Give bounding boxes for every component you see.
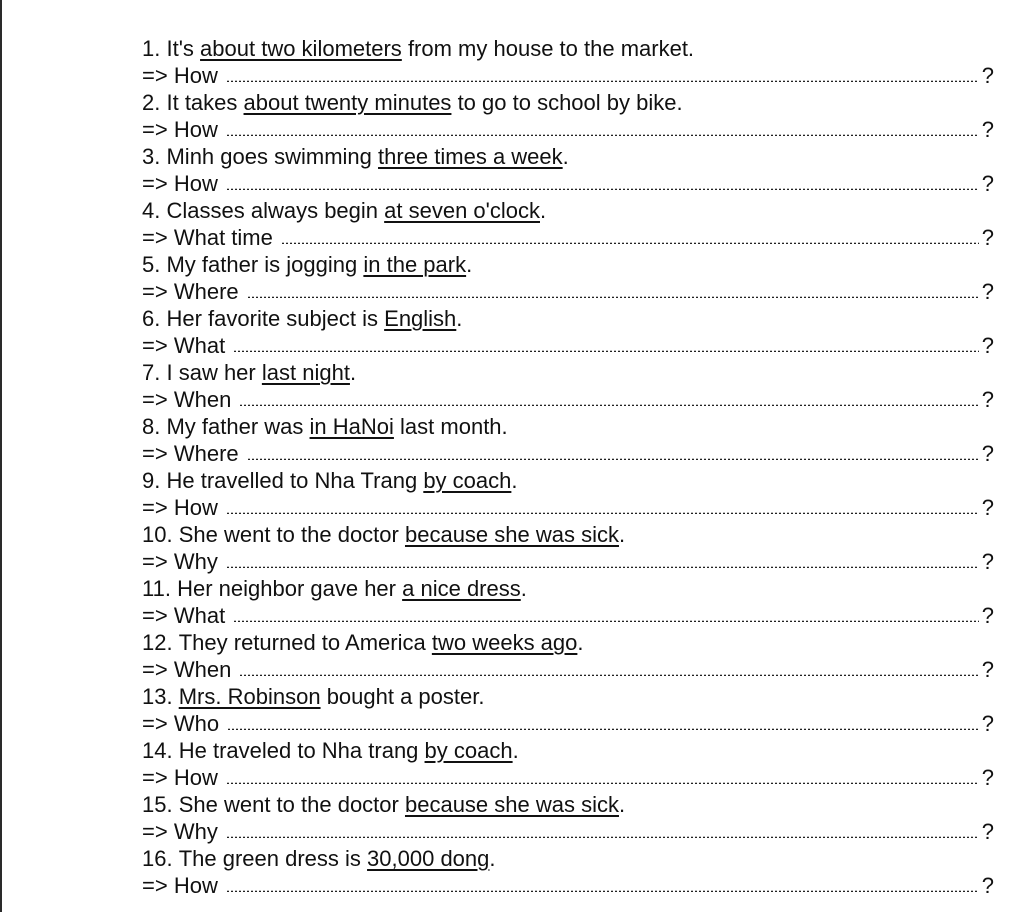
- sentence-text-end: .: [618, 522, 626, 547]
- question-word: What: [173, 603, 226, 628]
- sentence-text: Classes always begin: [166, 198, 379, 223]
- question-word: Where: [173, 279, 239, 304]
- question-word: How: [173, 63, 218, 88]
- question-word: What: [173, 333, 226, 358]
- sentence-text: They returned to America: [178, 630, 426, 655]
- answer-arrow: =>: [142, 279, 168, 304]
- answer-arrow: =>: [142, 711, 168, 736]
- question-word: How: [173, 765, 218, 790]
- question-mark: ?: [981, 711, 994, 736]
- answer-arrow: =>: [142, 819, 168, 844]
- answer-arrow: =>: [142, 549, 168, 574]
- sentence-text-end: .: [618, 792, 626, 817]
- underlined-phrase: by coach: [424, 738, 513, 763]
- answer-lead: [142, 170, 218, 197]
- item-number: 11.: [142, 576, 171, 601]
- answer-line: [142, 656, 994, 683]
- question-mark: ?: [981, 819, 994, 844]
- exercise-sentence: [142, 35, 1002, 62]
- dotted-answer-blank[interactable]: [233, 620, 979, 622]
- question-word: When: [173, 387, 232, 412]
- answer-lead: [142, 224, 273, 251]
- underlined-phrase: two weeks ago: [431, 630, 578, 655]
- exercise-sentence: [142, 251, 1002, 278]
- question-mark: ?: [981, 279, 994, 304]
- answer-line: [142, 872, 994, 899]
- exercise-sentence: [142, 737, 1002, 764]
- underlined-phrase: last night: [261, 360, 350, 385]
- exercise-sentence: [142, 521, 1002, 548]
- exercise-sentence: [142, 683, 1002, 710]
- sentence-text: Minh goes swimming: [166, 144, 372, 169]
- exercise-item: [142, 575, 1002, 629]
- answer-lead: [142, 818, 218, 845]
- dotted-answer-blank[interactable]: [226, 782, 979, 784]
- answer-line: [142, 170, 994, 197]
- item-number: 2.: [142, 90, 161, 115]
- question-mark: ?: [981, 765, 994, 790]
- answer-line: [142, 386, 994, 413]
- answer-line: [142, 224, 994, 251]
- underlined-phrase: in the park: [363, 252, 467, 277]
- sentence-text-end: .: [456, 306, 463, 331]
- dotted-answer-blank[interactable]: [247, 458, 979, 460]
- underlined-phrase: 30,000 dong: [367, 846, 490, 871]
- dotted-answer-blank[interactable]: [226, 188, 979, 190]
- answer-line: [142, 116, 994, 143]
- exercise-item: [142, 143, 1002, 197]
- underlined-phrase: by coach: [423, 468, 512, 493]
- exercise-item: [142, 197, 1002, 251]
- item-number: 6.: [142, 306, 161, 331]
- answer-lead: [142, 872, 218, 899]
- exercise-sentence: [142, 359, 1002, 386]
- exercise-sentence: [142, 575, 1002, 602]
- exercise-item: [142, 359, 1002, 413]
- underlined-phrase: Mrs. Robinson: [178, 684, 321, 709]
- answer-lead: [142, 62, 218, 89]
- answer-lead: [142, 116, 218, 143]
- sentence-text: Her favorite subject is: [166, 306, 379, 331]
- answer-lead: [142, 494, 218, 521]
- exercise-sentence: [142, 143, 1002, 170]
- sentence-text-end: .: [540, 198, 547, 223]
- exercise-item: [142, 521, 1002, 575]
- question-mark: ?: [981, 63, 994, 88]
- item-number: 9.: [142, 468, 161, 493]
- answer-lead: [142, 332, 225, 359]
- question-mark: ?: [981, 873, 994, 898]
- answer-line: [142, 710, 994, 737]
- item-number: 13.: [142, 684, 173, 709]
- item-number: 7.: [142, 360, 161, 385]
- answer-lead: [142, 602, 225, 629]
- dotted-answer-blank[interactable]: [281, 242, 979, 244]
- question-word: What time: [173, 225, 273, 250]
- question-word: How: [173, 171, 218, 196]
- exercise-item: [142, 251, 1002, 305]
- answer-arrow: =>: [142, 63, 168, 88]
- answer-line: [142, 62, 994, 89]
- item-number: 10.: [142, 522, 173, 547]
- answer-arrow: =>: [142, 765, 168, 790]
- exercise-sentence: [142, 467, 1002, 494]
- answer-lead: [142, 710, 219, 737]
- answer-line: [142, 764, 994, 791]
- sentence-text-end: last month.: [400, 414, 508, 439]
- sentence-text-end: from my house to the market.: [407, 36, 695, 61]
- sentence-text-end: bought a poster.: [326, 684, 485, 709]
- underlined-phrase: in HaNoi: [309, 414, 394, 439]
- dotted-answer-blank[interactable]: [226, 512, 979, 514]
- question-mark: ?: [981, 549, 994, 574]
- sentence-text-end: to go to school by bike.: [457, 90, 683, 115]
- sentence-text-end: .: [349, 360, 357, 385]
- answer-line: [142, 332, 994, 359]
- question-mark: ?: [981, 171, 994, 196]
- answer-lead: [142, 440, 239, 467]
- answer-arrow: =>: [142, 873, 168, 898]
- exercise-sentence: [142, 413, 1002, 440]
- sentence-text: He travelled to Nha Trang: [166, 468, 418, 493]
- dotted-answer-blank[interactable]: [226, 134, 979, 136]
- sentence-text-end: .: [466, 252, 473, 277]
- sentence-text: It's: [166, 36, 194, 61]
- exercise-item: [142, 737, 1002, 791]
- sentence-text: She went to the doctor: [178, 522, 399, 547]
- answer-arrow: =>: [142, 441, 168, 466]
- exercise-sentence: [142, 89, 1002, 116]
- answer-line: [142, 602, 994, 629]
- sentence-text-end: .: [511, 468, 518, 493]
- dotted-answer-blank[interactable]: [226, 566, 979, 568]
- dotted-answer-blank[interactable]: [226, 890, 979, 892]
- exercise-sentence: [142, 629, 1002, 656]
- question-mark: ?: [981, 333, 994, 358]
- sentence-text: My father was: [166, 414, 304, 439]
- item-number: 12.: [142, 630, 173, 655]
- exercise-item: [142, 791, 1002, 845]
- sentence-text: Her neighbor gave her: [177, 576, 396, 601]
- item-number: 1.: [142, 36, 161, 61]
- answer-arrow: =>: [142, 657, 168, 682]
- answer-lead: [142, 548, 218, 575]
- exercise-sentence: [142, 197, 1002, 224]
- question-word: Why: [173, 819, 218, 844]
- answer-lead: [142, 656, 231, 683]
- answer-line: [142, 818, 994, 845]
- answer-lead: [142, 278, 239, 305]
- question-word: How: [173, 117, 218, 142]
- question-word: How: [173, 495, 218, 520]
- underlined-phrase: at seven o'clock: [384, 198, 540, 223]
- exercise-item: [142, 683, 1002, 737]
- sentence-text: It takes: [166, 90, 238, 115]
- answer-arrow: =>: [142, 117, 168, 142]
- item-number: 15.: [142, 792, 173, 817]
- answer-line: [142, 278, 994, 305]
- sentence-text: She went to the doctor: [178, 792, 399, 817]
- answer-line: [142, 494, 994, 521]
- exercise-item: [142, 629, 1002, 683]
- exercise-item: [142, 35, 1002, 89]
- exercise-sentence: [142, 305, 1002, 332]
- exercise-sentence: [142, 791, 1002, 818]
- dotted-answer-blank[interactable]: [239, 404, 978, 406]
- question-mark: ?: [981, 603, 994, 628]
- exercise-item: [142, 305, 1002, 359]
- underlined-phrase: a nice dress: [402, 576, 521, 601]
- answer-arrow: =>: [142, 495, 168, 520]
- item-number: 16.: [142, 846, 173, 871]
- exercise-item: [142, 413, 1002, 467]
- answer-arrow: =>: [142, 171, 168, 196]
- item-number: 4.: [142, 198, 161, 223]
- answer-arrow: =>: [142, 387, 168, 412]
- question-mark: ?: [981, 657, 994, 682]
- dotted-answer-blank[interactable]: [239, 674, 978, 676]
- sentence-text-end: .: [520, 576, 527, 601]
- item-number: 14.: [142, 738, 173, 763]
- underlined-phrase: English: [384, 306, 457, 331]
- question-word: Who: [173, 711, 220, 736]
- answer-lead: [142, 386, 231, 413]
- dotted-answer-blank[interactable]: [227, 728, 979, 730]
- item-number: 3.: [142, 144, 161, 169]
- sentence-text-end: .: [562, 144, 569, 169]
- answer-arrow: =>: [142, 603, 168, 628]
- sentence-text: He traveled to Nha trang: [178, 738, 419, 763]
- sentence-text: I saw her: [166, 360, 256, 385]
- dotted-answer-blank[interactable]: [233, 350, 979, 352]
- question-mark: ?: [981, 225, 994, 250]
- answer-arrow: =>: [142, 225, 168, 250]
- exercise-item: [142, 89, 1002, 143]
- question-word: How: [173, 873, 218, 898]
- exercise-sentence: [142, 845, 1002, 872]
- question-word: When: [173, 657, 232, 682]
- underlined-phrase: because she was sick: [404, 522, 619, 547]
- dotted-answer-blank[interactable]: [226, 80, 979, 82]
- underlined-phrase: because she was sick: [404, 792, 619, 817]
- answer-arrow: =>: [142, 333, 168, 358]
- question-word: Where: [173, 441, 239, 466]
- sentence-text: My father is jogging: [166, 252, 358, 277]
- item-number: 8.: [142, 414, 161, 439]
- dotted-answer-blank[interactable]: [226, 836, 979, 838]
- answer-line: [142, 440, 994, 467]
- question-mark: ?: [981, 495, 994, 520]
- question-mark: ?: [981, 441, 994, 466]
- exercise-item: [142, 845, 1002, 899]
- sentence-text-end: .: [489, 846, 496, 871]
- sentence-text-end: .: [577, 630, 584, 655]
- exercise-sheet: [142, 35, 1002, 899]
- answer-lead: [142, 764, 218, 791]
- underlined-phrase: three times a week: [378, 144, 563, 169]
- dotted-answer-blank[interactable]: [247, 296, 979, 298]
- question-word: Why: [173, 549, 218, 574]
- underlined-phrase: about two kilometers: [200, 36, 402, 61]
- sentence-text: The green dress is: [178, 846, 361, 871]
- underlined-phrase: about twenty minutes: [243, 90, 452, 115]
- question-mark: ?: [981, 117, 994, 142]
- question-mark: ?: [981, 387, 994, 412]
- exercise-item: [142, 467, 1002, 521]
- answer-line: [142, 548, 994, 575]
- sentence-text-end: .: [512, 738, 519, 763]
- item-number: 5.: [142, 252, 161, 277]
- page-left-border: [0, 0, 2, 912]
